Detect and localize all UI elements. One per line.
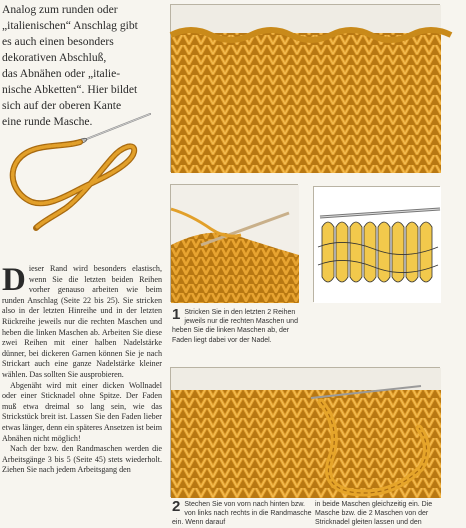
caption-text: in beide Maschen gleichzeitig ein. Die Masche bzw. die 2 Maschen von der Stricknadel gleiten lassen und den: [315, 501, 433, 527]
yarn-needle-illustration: [2, 112, 162, 242]
needle-knitting-photo: [170, 184, 298, 302]
intro-line: es auch einen besonders: [2, 35, 114, 48]
drop-cap: D: [2, 262, 26, 298]
intro-line: Analog zum runden oder: [2, 3, 118, 16]
paragraph-1-text: ieser Rand wird besonders elastisch, wenn Sie die letzten beiden Reihen vorher genauso arbeiten wie beim runden Anschlag (Seite 22 bis 25). Sie stricken also in der letzten Hinreihe und in der letzten Rückreihe jeweils nur die rechten Maschen und heben die linken Maschen ab. Arbeiten Sie diese zwei Reihen mit einer halben Nadelstärke dünner, bei dickeren Garnen können Sie je nach Strickart auch eine ganze Nadelstärke kleiner wählen. Das sollten Sie ausprobieren.: [2, 264, 162, 379]
caption-3: [315, 500, 440, 528]
stitch-diagram: [313, 186, 440, 302]
intro-line: das Abnähen oder „italie-: [2, 67, 121, 80]
caption-1: [172, 308, 306, 345]
paragraph-2: Abgenäht wird mit einer dicken Wollnadel oder einer Sticknadel ohne Spitze. Der Faden muß etwa dreimal so lang sein, wie das Strickstück breit ist. Lassen Sie den Faden lieber etwas länger, denn ein späteres Ansetzen ist beim Abnähen nicht möglich!: [2, 380, 162, 443]
ribbed-knit-photo: [170, 4, 440, 172]
body-text: [2, 264, 162, 476]
paragraph-1: [2, 264, 162, 381]
intro-line: sich auf der oberen Kante: [2, 99, 122, 112]
intro-line: nische Abketten“. Hier bildet: [2, 83, 138, 96]
caption-text: Stricken Sie in den letzten 2 Reihen jeweils nur die rechten Maschen und heben Sie die linken Maschen ab, der Faden liegt dabei vor der Nadel.: [172, 309, 298, 344]
paragraph-3: Nach der bzw. den Randmaschen werden die Arbeitsgänge 3 bis 5 (Seite 45) stets wiederholt. Ziehen Sie nach jedem Arbeitsgang den: [2, 444, 162, 475]
intro-text: [2, 2, 162, 130]
intro-line: dekorativen Abschluß,: [2, 51, 107, 64]
sewing-off-photo: [170, 367, 440, 497]
caption-2: [172, 500, 312, 528]
intro-line: „italienischen“ Anschlag gibt: [2, 19, 138, 32]
intro-line: eine runde Masche.: [2, 115, 93, 128]
caption-number: 1: [172, 306, 181, 323]
caption-number: 2: [172, 498, 181, 515]
caption-text: Stechen Sie von vorn nach hinten bzw. von links nach rechts in die Randmasche ein. Wenn darauf: [172, 501, 312, 527]
